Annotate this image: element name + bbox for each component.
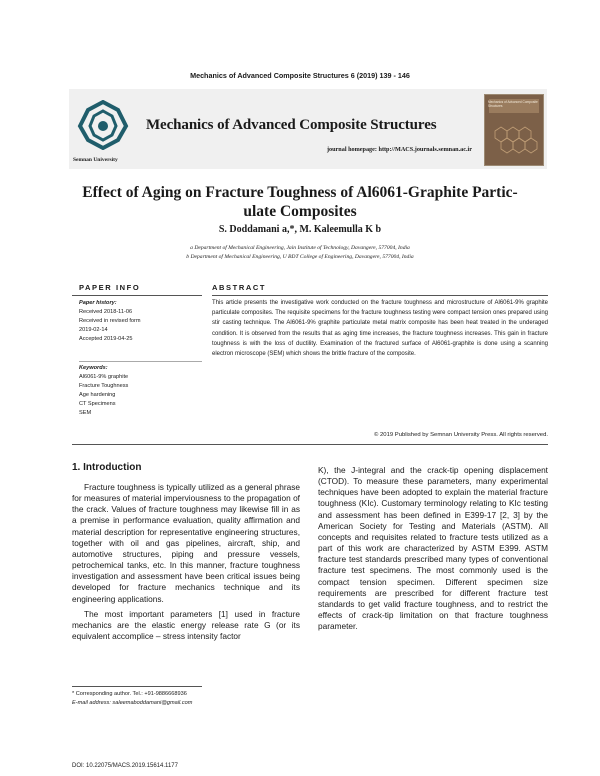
keyword-item: Fracture Toughness xyxy=(79,383,129,389)
keyword-item: SEM xyxy=(79,410,92,416)
doi[interactable]: DOI: 10.22075/MACS.2019.15614.1177 xyxy=(72,763,178,769)
paper-history xyxy=(79,299,204,344)
university-name: Semnan University xyxy=(73,157,118,163)
paper-title: Effect of Aging on Fracture Toughness of Al6061-Graphite Partic- ulate Composites xyxy=(82,184,518,220)
keyword-item: Al6061-9% graphite xyxy=(79,374,129,380)
keyword-item: CT Specimens xyxy=(79,401,116,407)
keyword-item: Age hardening xyxy=(79,392,116,398)
affiliation-b: b Department of Mechanical Engineering, U BDT College of Engineering, Davangere, 577004, India xyxy=(186,254,414,260)
paper-info-divider xyxy=(79,361,202,362)
abstract-heading: ABSTRACT xyxy=(212,283,267,292)
journal-homepage-link[interactable]: journal homepage: http://MACS.journals.semnan.ac.ir xyxy=(326,146,472,153)
paragraph: Fracture toughness is typically utilized as a general phrase for measures of material imperviousness to the propagation of the crack. Values of fracture toughness may likewise fill in as a premise in performance evaluation, quality affirmation and material description for representative engineering structures, together with oil and gas pipelines, aircraft, ship, and automotive structures, piping and pressure vessels, petrochemical tanks, etc. In this manner, fracture toughness investigation and assessment have been critical issues being developed for fracture mechanics technique and its engineering applications. xyxy=(72,482,300,604)
abstract-text: This article presents the investigative work conducted on the fracture toughness and microstructure of Al6061-9% graphite particulate composites. The requisite specimens for the fracture toughness testing were compact tension ones prepared using stir casting technique. The Al6061-9% graphite particulate metal matrix composite has been heat treated in the underaged condition. It is observed from the results that as aging time increases, the fracture toughness increases. This gain in fracture toughness is with the loss of ductility. Examination of the fractured surface of Al6061-graphite is done using a scanning electron microscope (SEM) which shows the brittle fracture of the composite. xyxy=(212,300,548,358)
paper-history-label: Paper history: xyxy=(79,300,117,306)
history-item: Received 2018-11-06 xyxy=(79,309,133,315)
paragraph: K), the J-integral and the crack-tip opening displacement (CTOD). To measure these parameters, many experimental techniques have been adopted to explain the material fracture toughness (KIc). Customary terminology relating to KIc testing and assessment has been defined in E399-17 [2, 3] by the American Society for Testing and Materials (ASTM). All concepts and requisites related to fracture tests utilized as a part of this work are characterized by ASTM E399. ASTM fracture test standards prescribed many types of conventional fracture test specimens. The most commonly used is the compact tension specimen. Different specimen size requirements are prescribed for different fracture test standards to get valid fracture toughness, and to restrict the effects of crack-tip limitation on that fracture toughness parameter. xyxy=(318,465,548,632)
abstract-bottom-rule xyxy=(72,444,548,445)
copyright: © 2019 Published by Semnan University Press. All rights reserved. xyxy=(374,432,548,438)
journal-name: Mechanics of Advanced Composite Structures xyxy=(146,117,437,133)
keywords xyxy=(79,364,204,418)
affiliation-a: a Department of Mechanical Engineering, Jain Institute of Technology, Davangere, 577004, India xyxy=(190,245,410,251)
history-item: Accepted 2019-04-25 xyxy=(79,336,133,342)
paragraph: The most important parameters [1] used in fracture mechanics are the elastic energy release rate G (or its equivalent accomplice – stress intensity factor xyxy=(72,608,300,642)
history-item: Received in revised form xyxy=(79,318,141,324)
right-column xyxy=(318,465,548,632)
abstract-rule xyxy=(212,295,548,296)
keywords-label: Keywords: xyxy=(79,365,108,371)
authors: S. Doddamani a,*, M. Kaleemulla K b xyxy=(218,224,382,235)
corresponding-author-footnote: * Corresponding author. Tel.: +91-9886668936 xyxy=(72,691,187,697)
email-footnote: E-mail address: saleemaboddamani@gmail.com xyxy=(72,700,193,706)
section-heading-introduction: 1. Introduction xyxy=(72,462,142,473)
paper-info-rule xyxy=(72,295,202,296)
cover-title: Mechanics of Advanced Composite Structures xyxy=(488,100,538,108)
footnote-rule xyxy=(72,686,202,687)
journal-cover-thumbnail xyxy=(484,94,544,166)
journal-citation-line: Mechanics of Advanced Composite Structures 6 (2019) 139 - 146 xyxy=(190,71,410,80)
left-column xyxy=(72,482,300,642)
paper-info-heading: PAPER INFO xyxy=(79,283,141,292)
history-item: 2019-02-14 xyxy=(79,327,108,333)
university-logo-icon xyxy=(76,100,130,150)
